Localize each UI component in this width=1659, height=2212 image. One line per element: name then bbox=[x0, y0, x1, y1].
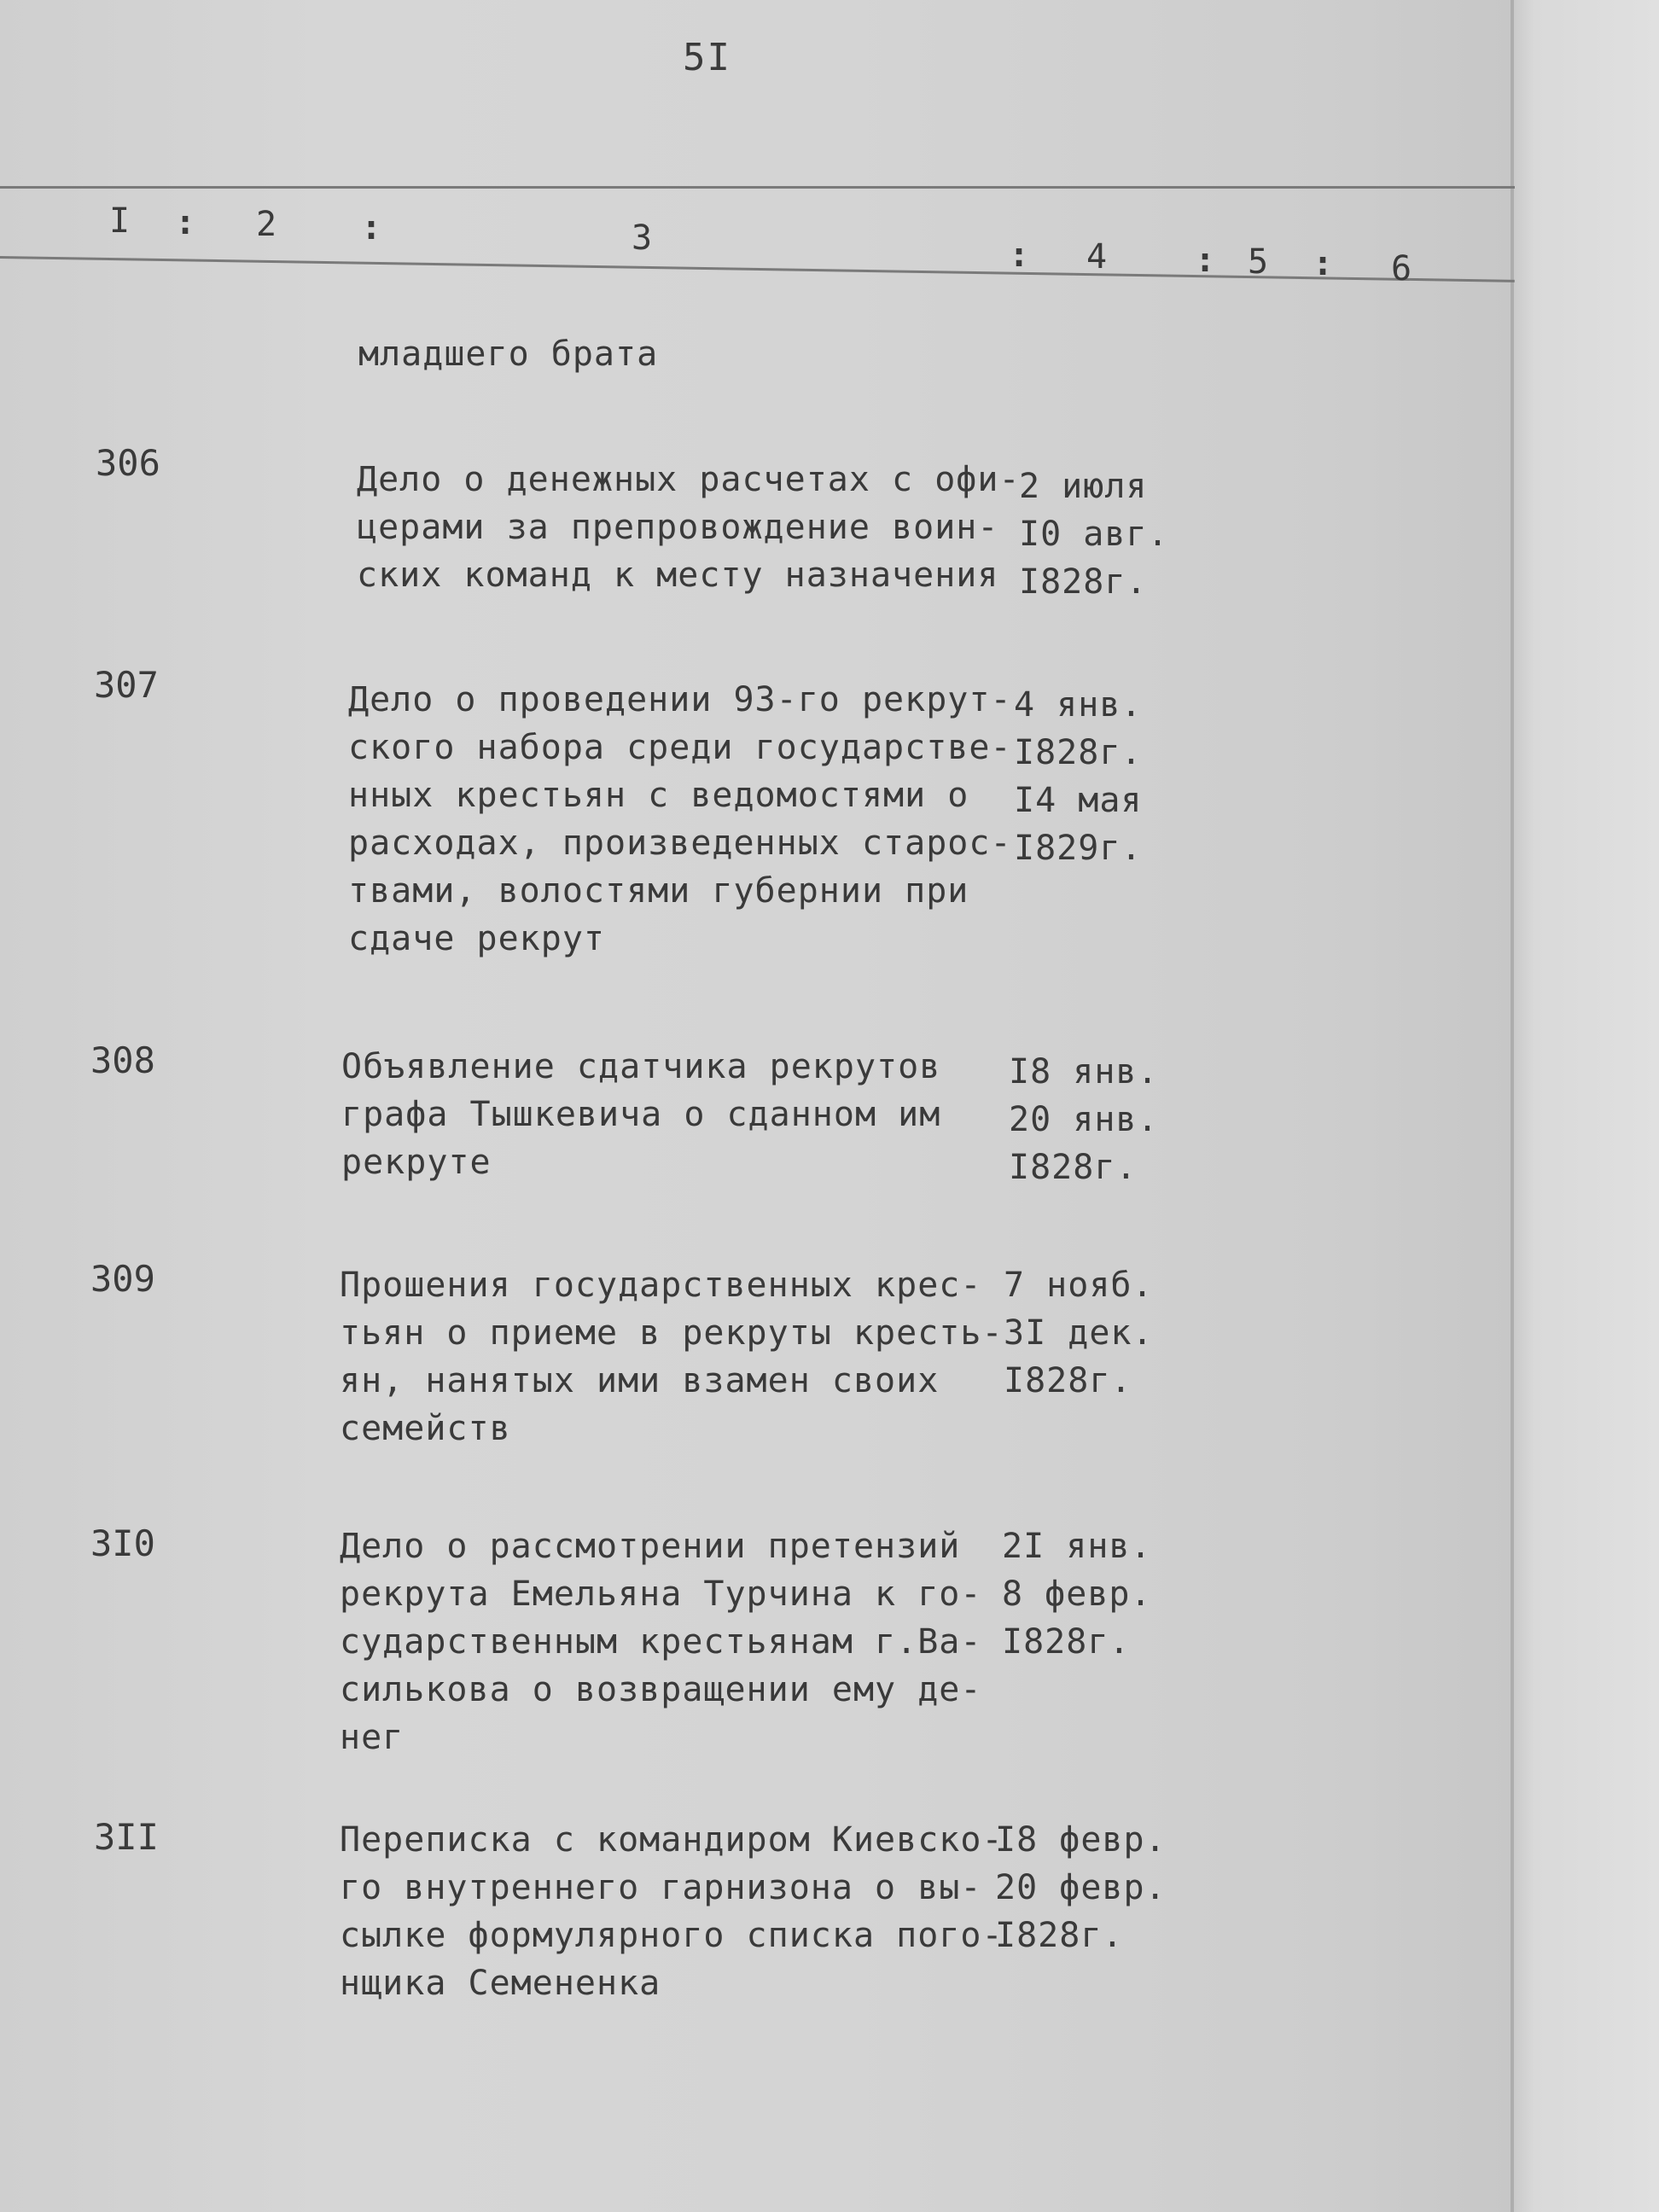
continuation-text: младшего брата bbox=[358, 335, 659, 374]
page-number: 5I bbox=[683, 36, 731, 79]
entry-dates: I8 янв. 20 янв. I828г. bbox=[1009, 1052, 1159, 1187]
column-separator: : bbox=[1009, 236, 1030, 275]
entry-dates: 2I янв. 8 февр. I828г. bbox=[1002, 1527, 1152, 1662]
page-edge-shadow bbox=[1511, 0, 1514, 2212]
entry-number: 306 bbox=[96, 442, 160, 484]
entry-description: Переписка с командиром Киевско- го внутреннего гарнизона о вы- сылке формулярного списка пого- нщика Семененка bbox=[340, 1820, 1004, 2003]
entry-dates: 2 июля I0 авг. I828г. bbox=[1019, 467, 1169, 602]
entry-number: 3I0 bbox=[90, 1522, 155, 1564]
entry-dates: 4 янв. I828г. I4 мая I829г. bbox=[1014, 685, 1143, 868]
entry-dates: 7 нояб. 3I дек. I828г. bbox=[1004, 1266, 1154, 1400]
entry-number: 3II bbox=[94, 1816, 159, 1858]
column-header-3: 3 bbox=[632, 218, 653, 258]
column-header-6: 6 bbox=[1391, 249, 1412, 288]
header-bottom-rule bbox=[0, 256, 1515, 282]
entry-number: 309 bbox=[90, 1258, 155, 1300]
entry-dates: I8 февр. 20 февр. I828г. bbox=[995, 1820, 1167, 1955]
entry-description: Объявление сдатчика рекрутов графа Тышкевича о сданном им рекруте bbox=[341, 1047, 941, 1182]
entry-number: 308 bbox=[90, 1039, 155, 1081]
column-header-1: I bbox=[109, 201, 131, 241]
header-top-rule bbox=[0, 186, 1515, 189]
entry-number: 307 bbox=[94, 664, 159, 706]
entry-description: Дело о рассмотрении претензий рекрута Емельяна Турчина к го- сударственным крестьянам г.Ва- силькова о возвращении ему де- нег bbox=[340, 1527, 982, 1757]
entry-description: Дело о денежных расчетах с офи- церами за препровождение воин- ских команд к месту назначения bbox=[357, 460, 1021, 595]
column-separator: : bbox=[361, 208, 382, 247]
column-separator: : bbox=[1313, 244, 1334, 283]
column-separator: : bbox=[1195, 241, 1216, 280]
column-header-5: 5 bbox=[1248, 242, 1269, 282]
entry-description: Дело о проведении 93-го рекрут- ского набора среди государстве- нных крестьян с ведомостями о расходах, произведенных старос- твами, волостями губернии при сдаче рекрут bbox=[348, 680, 1012, 958]
column-header-4: 4 bbox=[1086, 237, 1108, 276]
column-separator: : bbox=[175, 203, 196, 242]
entry-description: Прошения государственных крес- тьян о приеме в рекруты кресть- ян, нанятых ими взамен своих семейств bbox=[340, 1266, 1004, 1448]
column-header-2: 2 bbox=[256, 205, 277, 244]
